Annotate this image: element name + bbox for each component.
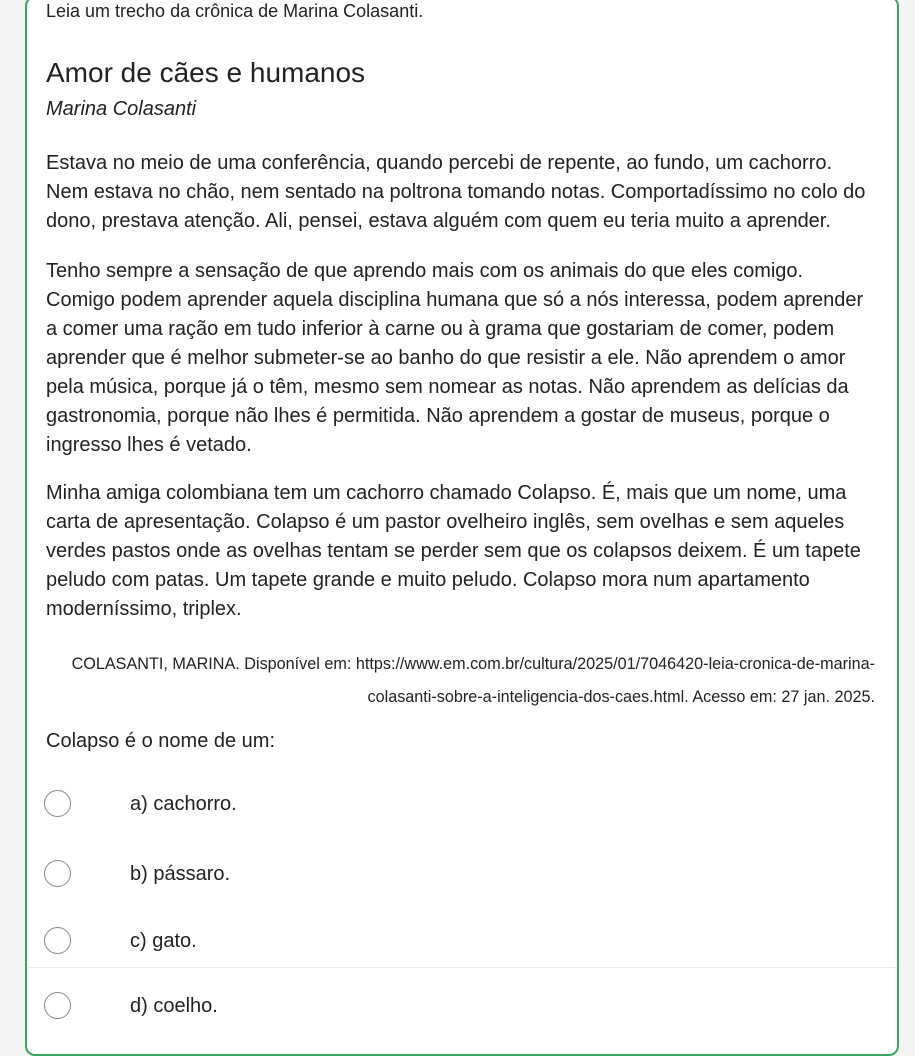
option-label: c) gato. xyxy=(130,930,197,952)
question-prompt: Colapso é o nome de um: xyxy=(46,730,276,752)
source-citation: COLASANTI, MARINA. Disponível em: https://www.em.com.br/cultura/2025/01/7046420-leia-cronica-de-marina-colasanti-sobre-a-inteligencia-dos-caes.html. Acesso em: 27 jan. 2025. xyxy=(71,655,875,706)
paragraph-1: Estava no meio de uma conferência, quando percebi de repente, ao fundo, um cachorro. Nem estava no chão, nem sentado na poltrona tomando notas. Comportadíssimo no colo do dono, prestava atenção. Ali, pensei, estava alguém com quem eu teria muito a aprender. xyxy=(46,152,866,232)
paragraph-3: Minha amiga colombiana tem um cachorro chamado Colapso. É, mais que um nome, uma carta de apresentação. Colapso é um pastor ovelheiro inglês, sem ovelhas e sem aqueles verdes pastos onde as ovelhas tentam se perder sem que os colapsos deixem. É um tapete peludo com patas. Um tapete grande e muito peludo. Colapso mora num apartamento moderníssimo, triplex. xyxy=(46,482,861,620)
option-label: b) pássaro. xyxy=(130,863,231,885)
chronicle-title: Amor de cães e humanos xyxy=(46,57,366,88)
intro-instruction: Leia um trecho da crônica de Marina Colasanti. xyxy=(46,1,424,21)
radio-circle-icon[interactable] xyxy=(44,927,71,954)
option-c[interactable] xyxy=(44,923,884,959)
radio-circle-icon[interactable] xyxy=(44,992,71,1019)
option-b[interactable] xyxy=(44,856,884,892)
option-d[interactable] xyxy=(44,988,884,1024)
radio-circle-icon[interactable] xyxy=(44,860,71,887)
paragraph-2: Tenho sempre a sensação de que aprendo mais com os animais do que eles comigo. Comigo podem aprender aquela disciplina humana que só a nós interessa, podem aprender a comer uma ração em tudo inferior à carne ou à grama que gostariam de comer, podem aprender que é melhor submeter-se ao banho do que resistir a ele. Não aprendem o amor pela música, porque já o têm, mesmo sem nomear as notas. Não aprendem as delícias da gastronomia, porque não lhes é permitida. Não aprendem a gostar de museus, porque o ingresso lhes é vetado. xyxy=(46,260,864,456)
option-label: d) coelho. xyxy=(130,995,218,1017)
divider xyxy=(27,967,897,968)
chronicle-author: Marina Colasanti xyxy=(46,98,197,120)
option-a[interactable] xyxy=(44,786,884,822)
option-label: a) cachorro. xyxy=(130,793,237,815)
radio-circle-icon[interactable] xyxy=(44,790,71,817)
